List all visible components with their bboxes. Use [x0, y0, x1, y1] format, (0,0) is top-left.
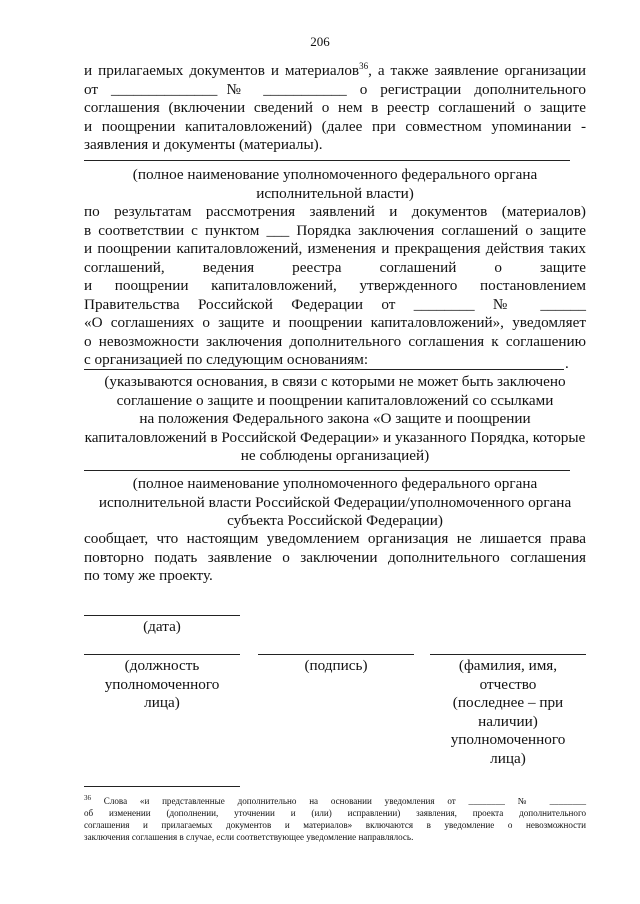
intro-line-5: заявления и документы (материалы). — [84, 136, 323, 153]
footnote-ref: 36 — [359, 60, 369, 71]
intro-paragraph — [84, 62, 586, 155]
position-label-1: (должность — [124, 657, 200, 674]
name-caption — [430, 657, 586, 768]
para3-line-1: сообщает, что настоящим уведомлением организация не лишается права — [84, 530, 586, 547]
footnote-number: 36 — [84, 793, 91, 802]
date-label: (дата) — [143, 618, 181, 635]
para2-line-9: с организацией по следующим основаниям: — [84, 351, 369, 368]
signature-caption — [258, 657, 414, 676]
caption3-line-1: (полное наименование уполномоченного федерального органа — [132, 475, 538, 492]
intro-line-3: соглашения (включении сведений о нем в реестр соглашений о защите — [84, 99, 586, 116]
grounds-caption — [84, 373, 586, 466]
name-label-2: отчество — [479, 675, 537, 693]
name-label-4: наличии) — [478, 712, 538, 730]
position-label-2: уполномоченного — [104, 675, 220, 693]
footnote-line-3: соглашения и прилагаемых документов и материалов» включаются в уведомление о невозможности — [84, 820, 586, 830]
caption3-line-3: субъекта Российской Федерации) — [227, 512, 443, 529]
name-blank-line — [430, 654, 586, 655]
name-label-6: лица) — [490, 749, 526, 767]
intro-line-1: и прилагаемых документов и материалов$^{36}$, а также заявление организации — [84, 60, 586, 79]
para2-line-4: соглашений, ведения реестра соглашений о защите — [84, 258, 586, 276]
notice-paragraph — [84, 530, 586, 586]
para2-line-7: «О соглашениях о защите и поощрении капиталовложений», уведомляет — [84, 314, 586, 331]
caption2-line-3: на положения Федерального закона «О защите и поощрении — [139, 410, 531, 427]
caption3-line-2: исполнительной власти Российской Федерации/уполномоченного органа — [98, 493, 572, 511]
caption1-line-2: исполнительной власти) — [256, 184, 414, 202]
para2-line-5: и поощрении капиталовложений, утвержденного постановлением — [84, 277, 586, 294]
position-blank-line — [84, 654, 240, 655]
caption2-line-5: не соблюдены организацией) — [240, 447, 430, 464]
footnote — [84, 795, 586, 843]
page-number: 206 — [310, 34, 330, 49]
date-blank-line — [84, 615, 240, 616]
para3-line-3: по тому же проекту. — [84, 567, 213, 584]
authority-blank-line-1 — [84, 160, 570, 161]
position-caption — [84, 657, 240, 713]
caption2-line-2: соглашение о защите и поощрении капиталовложений со ссылками — [116, 391, 554, 409]
authority-caption-1 — [84, 166, 586, 203]
decision-paragraph — [84, 203, 586, 370]
name-label-5: уполномоченного — [450, 731, 566, 748]
para2-line-3: и поощрении капиталовложений, изменения и прекращения действия таких — [84, 240, 586, 257]
signature-blank-line — [258, 654, 414, 655]
caption1-line-1: (полное наименование уполномоченного федерального органа — [132, 166, 538, 183]
caption2-line-1: (указываются основания, в связи с которыми не может быть заключено — [104, 373, 566, 390]
name-label-1: (фамилия, имя, — [458, 657, 558, 674]
footnote-line-1: $^{36}$ Слова «и представленные дополнительно на основании уведомления от ________ № ________ — [84, 793, 586, 806]
para3-line-2: повторно подать заявление о заключении дополнительного соглашения — [84, 548, 586, 566]
grounds-period: . — [565, 356, 569, 372]
name-label-3: (последнее – при — [452, 694, 564, 711]
authority-caption-2 — [84, 475, 586, 531]
para2-line-1: по результатам рассмотрения заявлений и документов (материалов) — [84, 203, 586, 220]
grounds-blank-line — [84, 369, 564, 370]
caption2-line-4: капиталовложений в Российской Федерации» и указанного Порядка, которые — [84, 428, 586, 446]
footnote-line-4: заключения соглашения в случае, если соответствующее уведомление направлялось. — [84, 832, 414, 842]
para2-line-6: Правительства Российской Федерации от ________ № ______ — [84, 295, 586, 313]
para2-line-8: о невозможности заключения дополнительного соглашения к соглашению — [84, 332, 586, 350]
para2-line-2: в соответствии с пунктом ___ Порядка заключения соглашений о защите — [84, 221, 586, 239]
intro-line-2: от ______________№ ___________ о регистрации дополнительного — [84, 80, 586, 98]
signature-label: (подпись) — [304, 657, 368, 674]
authority-blank-line-2 — [84, 470, 570, 471]
position-label-3: лица) — [144, 694, 180, 711]
footnote-line-2: об изменении (дополнении, уточнении и (или) исправлении) заявления, проекта дополнительного — [84, 808, 586, 818]
footnote-separator — [84, 786, 240, 787]
intro-line-4: и поощрении капиталовложений) (далее при совместном упоминании - — [84, 117, 586, 135]
date-caption — [84, 618, 240, 637]
